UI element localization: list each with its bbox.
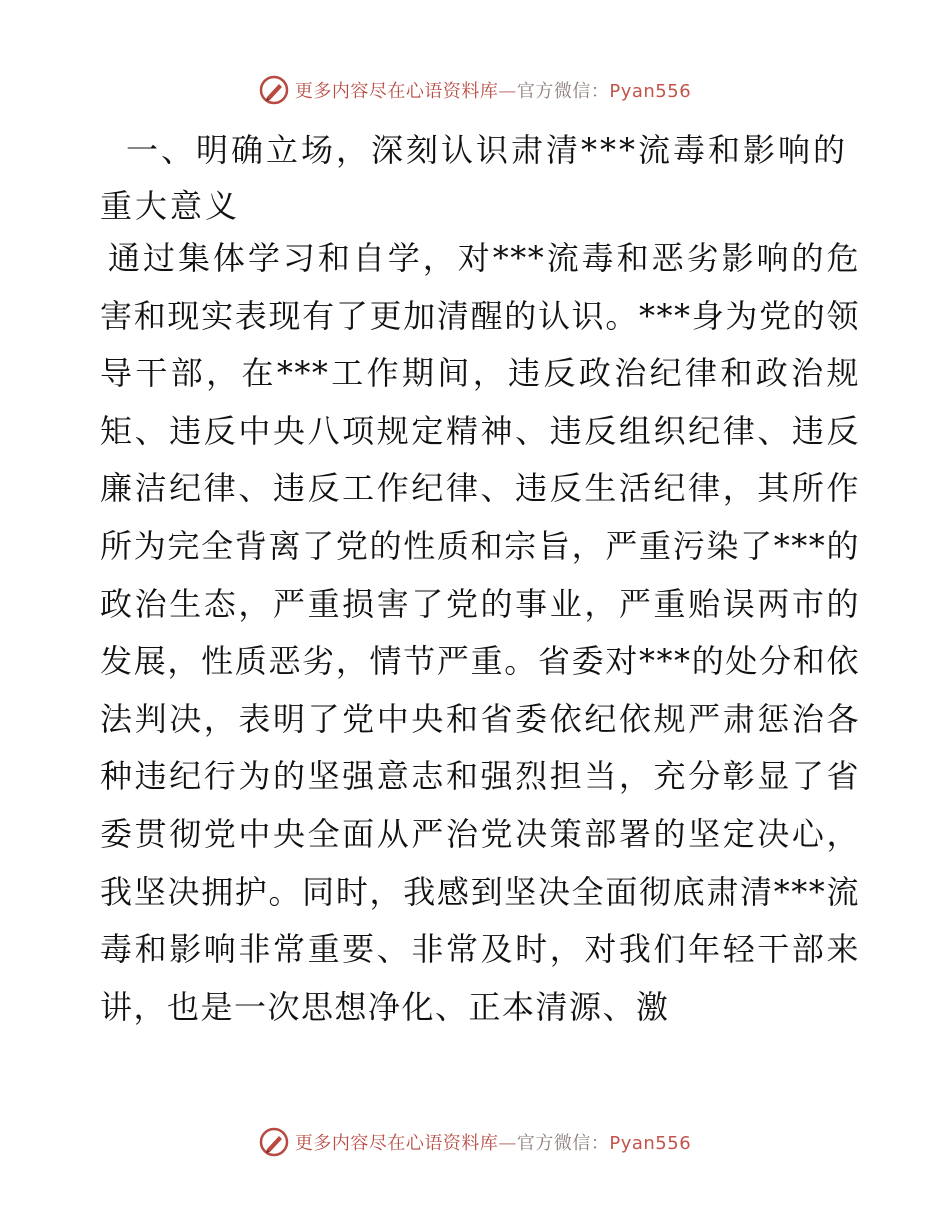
body-paragraph: 通过集体学习和自学，对***流毒和恶劣影响的危害和现实表现有了更加清醒的认识。***身为党的领导干部，在***工作期间，违反政治纪律和政治规矩、违反中央八项规定精神、违反组织纪律、违反廉洁纪律、违反工作纪律、违反生活纪律，其所作所为完全背离了党的性质和宗旨，严重污染了***的政治生态，严重损害了党的事业，严重贻误两市的发展，性质恶劣，情节严重。省委对***的处分和依法判决，表明了党中央和省委依纪依规严肃惩治各种违纪行为的坚强意志和强烈担当，充分彰显了省委贯彻党中央全面从严治党决策部署的坚定决心，我坚决拥护。同时，我感到坚决全面彻底肃清***流毒和影响非常重要、非常及时，对我们年轻干部来讲，也是一次思想净化、正本清源、激 (100, 239, 860, 1026)
watermark-text (295, 1129, 691, 1155)
header-watermark (0, 70, 950, 110)
watermark-text (295, 77, 691, 103)
watermark-main: 更多内容尽在心语资料库 (294, 1133, 499, 1154)
pen-logo-icon (259, 1127, 289, 1157)
watermark-main: 更多内容尽在心语资料库 (294, 81, 499, 102)
watermark-label: 官方微信： (516, 1133, 610, 1154)
watermark-dash: — (498, 81, 517, 102)
section-heading: 一、明确立场，深刻认识肃清***流毒和影响的重大意义 (100, 131, 849, 225)
watermark-wechat-id: Pyan556 (609, 81, 692, 102)
pen-logo-icon (259, 75, 289, 105)
watermark-dash: — (498, 1133, 517, 1154)
watermark-wechat-id: Pyan556 (609, 1133, 692, 1154)
footer-watermark (0, 1122, 950, 1162)
watermark-label: 官方微信： (516, 81, 610, 102)
